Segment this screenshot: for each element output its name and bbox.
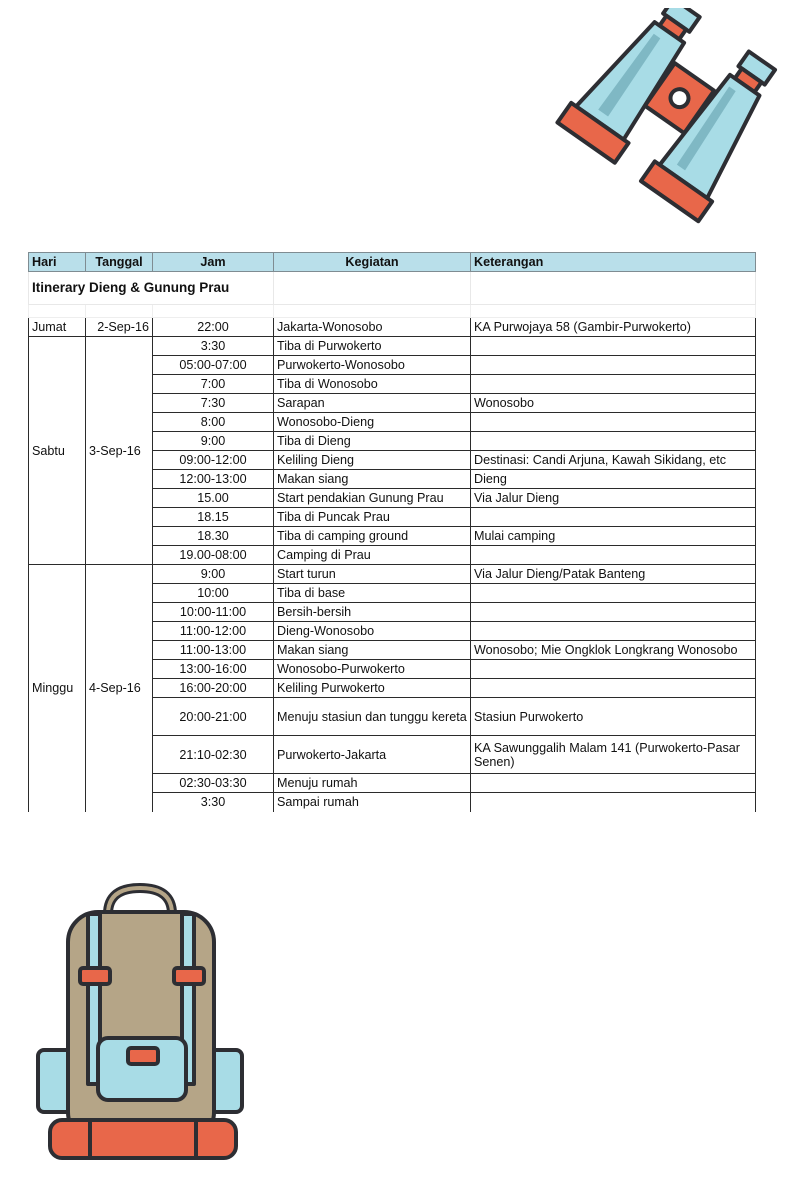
itinerary-sheet (28, 252, 755, 812)
time-cell: 9:00 (153, 432, 274, 451)
backpack-icon (30, 880, 255, 1165)
table-row (29, 318, 756, 337)
day-cell: Minggu (29, 565, 86, 812)
note-cell: Via Jalur Dieng (471, 489, 756, 508)
activity-cell: Wonosobo-Dieng (274, 413, 471, 432)
activity-cell: Keliling Dieng (274, 451, 471, 470)
note-cell (471, 546, 756, 565)
column-header: Kegiatan (274, 253, 471, 272)
time-cell: 21:10-02:30 (153, 736, 274, 774)
table-row (29, 565, 756, 584)
note-cell (471, 584, 756, 603)
note-cell: Via Jalur Dieng/Patak Banteng (471, 565, 756, 584)
day-cell: Jumat (29, 318, 86, 337)
note-cell: Stasiun Purwokerto (471, 698, 756, 736)
time-cell: 16:00-20:00 (153, 679, 274, 698)
activity-cell: Camping di Prau (274, 546, 471, 565)
activity-cell: Tiba di Dieng (274, 432, 471, 451)
time-cell: 7:00 (153, 375, 274, 394)
note-cell: KA Sawunggalih Malam 141 (Purwokerto-Pasar Senen) (471, 736, 756, 774)
note-cell (471, 337, 756, 356)
activity-cell: Sarapan (274, 394, 471, 413)
time-cell: 9:00 (153, 565, 274, 584)
time-cell: 8:00 (153, 413, 274, 432)
activity-cell: Tiba di Wonosobo (274, 375, 471, 394)
time-cell: 11:00-12:00 (153, 622, 274, 641)
activity-cell: Start turun (274, 565, 471, 584)
time-cell: 09:00-12:00 (153, 451, 274, 470)
time-cell: 22:00 (153, 318, 274, 337)
activity-cell: Tiba di Puncak Prau (274, 508, 471, 527)
time-cell: 15.00 (153, 489, 274, 508)
column-header: Jam (153, 253, 274, 272)
note-cell (471, 774, 756, 793)
date-cell: 3-Sep-16 (86, 337, 153, 565)
table-row (29, 337, 756, 356)
note-cell: Dieng (471, 470, 756, 489)
activity-cell: Dieng-Wonosobo (274, 622, 471, 641)
time-cell: 18.30 (153, 527, 274, 546)
time-cell: 3:30 (153, 793, 274, 812)
activity-cell: Purwokerto-Jakarta (274, 736, 471, 774)
time-cell: 18.15 (153, 508, 274, 527)
note-cell: Wonosobo; Mie Ongklok Longkrang Wonosobo (471, 641, 756, 660)
date-cell: 2-Sep-16 (86, 318, 153, 337)
binoculars-icon (540, 8, 780, 244)
time-cell: 11:00-13:00 (153, 641, 274, 660)
activity-cell: Tiba di camping ground (274, 527, 471, 546)
column-header: Hari (29, 253, 86, 272)
date-cell: 4-Sep-16 (86, 565, 153, 812)
time-cell: 7:30 (153, 394, 274, 413)
column-header: Keterangan (471, 253, 756, 272)
activity-cell: Tiba di base (274, 584, 471, 603)
note-cell: Destinasi: Candi Arjuna, Kawah Sikidang, etc (471, 451, 756, 470)
note-cell (471, 508, 756, 527)
time-cell: 12:00-13:00 (153, 470, 274, 489)
time-cell: 3:30 (153, 337, 274, 356)
activity-cell: Keliling Purwokerto (274, 679, 471, 698)
time-cell: 10:00-11:00 (153, 603, 274, 622)
time-cell: 05:00-07:00 (153, 356, 274, 375)
time-cell: 19.00-08:00 (153, 546, 274, 565)
activity-cell: Menuju stasiun dan tunggu kereta (274, 698, 471, 736)
note-cell (471, 679, 756, 698)
activity-cell: Bersih-bersih (274, 603, 471, 622)
activity-cell: Jakarta-Wonosobo (274, 318, 471, 337)
activity-cell: Wonosobo-Purwokerto (274, 660, 471, 679)
time-cell: 13:00-16:00 (153, 660, 274, 679)
note-cell (471, 603, 756, 622)
note-cell (471, 660, 756, 679)
note-cell: Wonosobo (471, 394, 756, 413)
day-cell: Sabtu (29, 337, 86, 565)
activity-cell: Menuju rumah (274, 774, 471, 793)
note-cell (471, 413, 756, 432)
note-cell: KA Purwojaya 58 (Gambir-Purwokerto) (471, 318, 756, 337)
activity-cell: Makan siang (274, 470, 471, 489)
itinerary-table (28, 252, 756, 812)
activity-cell: Makan siang (274, 641, 471, 660)
time-cell: 20:00-21:00 (153, 698, 274, 736)
activity-cell: Purwokerto-Wonosobo (274, 356, 471, 375)
note-cell (471, 432, 756, 451)
sheet-title: Itinerary Dieng & Gunung Prau (29, 272, 274, 305)
column-header: Tanggal (86, 253, 153, 272)
note-cell (471, 375, 756, 394)
note-cell (471, 793, 756, 812)
note-cell: Mulai camping (471, 527, 756, 546)
time-cell: 10:00 (153, 584, 274, 603)
activity-cell: Tiba di Purwokerto (274, 337, 471, 356)
activity-cell: Start pendakian Gunung Prau (274, 489, 471, 508)
activity-cell: Sampai rumah (274, 793, 471, 812)
note-cell (471, 622, 756, 641)
note-cell (471, 356, 756, 375)
time-cell: 02:30-03:30 (153, 774, 274, 793)
